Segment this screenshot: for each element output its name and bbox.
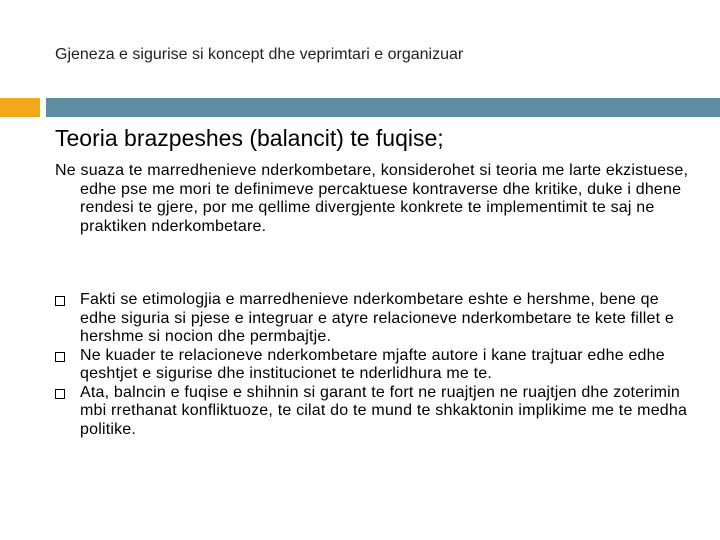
accent-bar — [0, 98, 40, 117]
bullet-text: Ne kuader te relacioneve nderkombetare mjafte autore i kane trajtuar edhe edhe qeshtjet e sigurise dhe institucionet te nderlidhura me te. — [80, 346, 665, 382]
intro-paragraph: Ne suaza te marredhenieve nderkombetare, konsiderohet si teoria me larte ekzistuese, edhe pse me mori te definimeve percaktuese kontraverse dhe kritike, duke i dhene rendesi te gjere, por me qellime divergjente konkrete te implementimit te saj ne praktiken nderkombetare. — [55, 162, 689, 235]
header-title: Gjeneza e sigurise si koncept dhe veprimtari e organizuar — [55, 46, 464, 63]
bullet-text: Fakti se etimologjia e marredhenieve nderkombetare eshte e hershme, bene qe edhe siguria si pjese e integruar e atyre relacioneve nderkombetare te kete fillet e hershme si nocion dhe permbajtje. — [80, 291, 675, 345]
bullet-text: Ata, balncin e fuqise e shihnin si garant te fort ne ruajtjen ne ruajtjen dhe zoterimin mbi rrethanat konfliktuoze, te cilat do te mund te shkaktonin implikime me te medha politike. — [80, 383, 688, 438]
checkbox-square-icon — [55, 296, 65, 306]
slide-heading: Teoria brazpeshes (balancit) te fuqise; — [55, 125, 444, 151]
checkbox-square-icon — [55, 352, 65, 362]
title-bar — [46, 98, 720, 117]
list-item — [55, 347, 695, 384]
checkbox-square-icon — [55, 389, 65, 399]
bullet-list — [55, 291, 695, 439]
list-item — [55, 384, 695, 440]
list-item — [55, 291, 695, 347]
